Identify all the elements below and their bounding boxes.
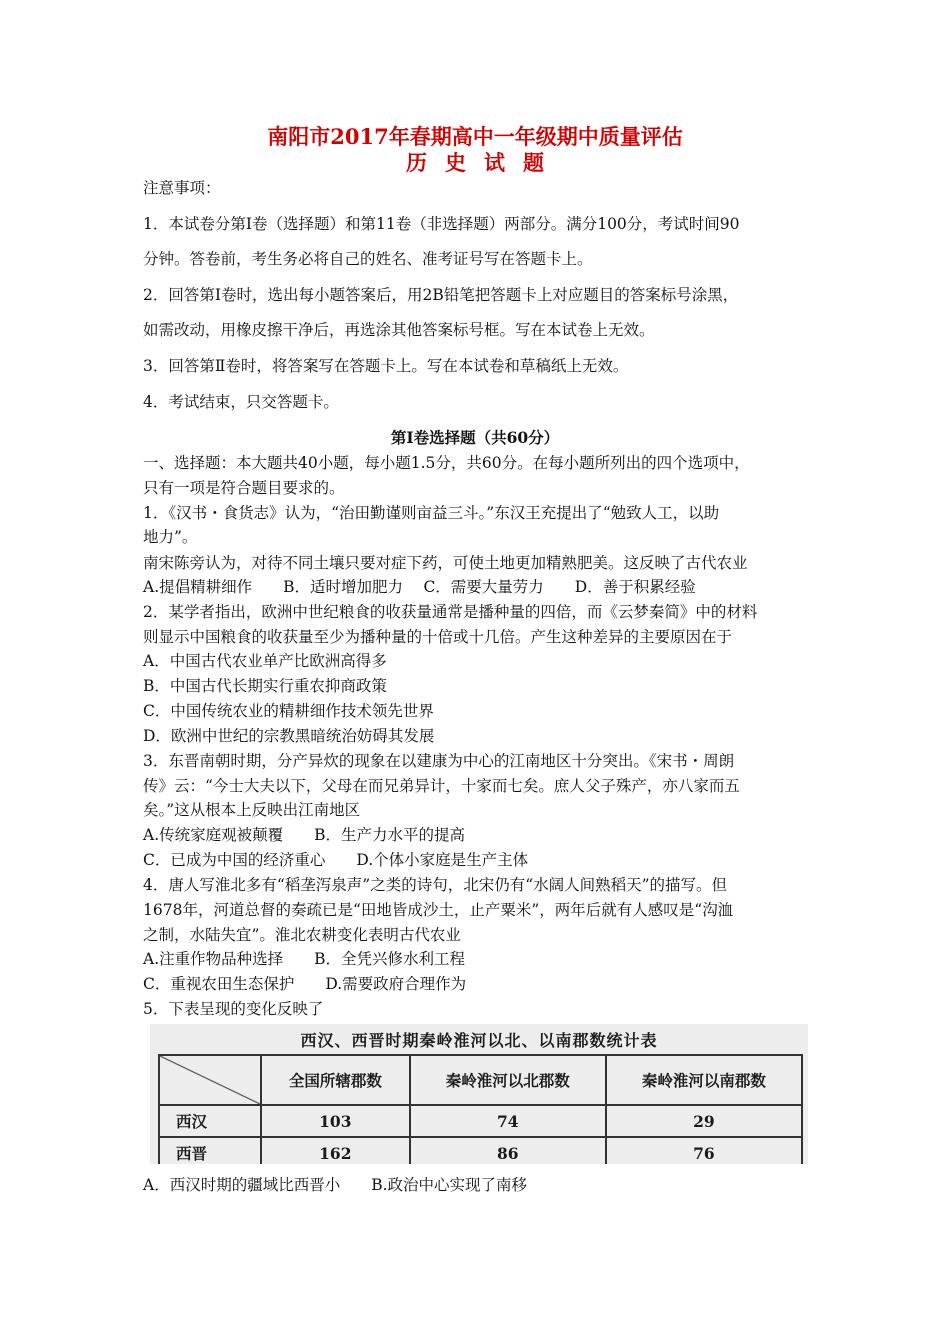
question-line: 矣。”这从根本上反映出江南地区 <box>143 801 361 819</box>
statistics-table-image <box>150 1024 808 1164</box>
notice-line: 分钟。答卷前，考生务必将自己的姓名、准考证号写在答题卡上。 <box>143 250 593 268</box>
table-cell: 103 <box>261 1105 410 1137</box>
notice-line: 1．本试卷分第Ⅰ卷（选择题）和第11卷（非选择题）两部分。满分100分，考试时间90 <box>143 215 740 233</box>
question-line: 2．某学者指出，欧洲中世纪粮食的收获量通常是播种量的四倍，而《云梦秦简》中的材料 <box>143 603 758 621</box>
question-line: A．西汉时期的疆域比西晋小 B.政治中心实现了南移 <box>143 1176 528 1194</box>
question-line: 地力”。 <box>143 528 198 546</box>
question-line: D．欧洲中世纪的宗教黑暗统治妨碍其发展 <box>143 727 435 745</box>
table-cell: 74 <box>410 1105 606 1137</box>
question-line: A.注重作物品种选择 B．全凭兴修水利工程 <box>143 950 466 968</box>
table-caption: 西汉、西晋时期秦岭淮河以北、以南郡数统计表 <box>300 1031 658 1050</box>
notice-heading: 注意事项： <box>143 179 221 197</box>
question-line: 之制，水陆失宜”。淮北农耕变化表明古代农业 <box>143 926 461 944</box>
section-title: 第Ⅰ卷选择题（共60分） <box>390 428 560 447</box>
exam-subtitle: 历史试题 <box>406 150 562 175</box>
question-line: 则显示中国粮食的收获量至少为播种量的十倍或十几倍。产生这种差异的主要原因在于 <box>143 628 733 646</box>
table-header-row <box>159 1055 802 1105</box>
table-cell: 29 <box>606 1105 802 1137</box>
table-cell: 86 <box>410 1137 606 1164</box>
table-row <box>159 1105 802 1137</box>
question-line: A．中国古代农业单产比欧洲高得多 <box>143 652 387 670</box>
table-row <box>159 1137 802 1164</box>
question-line: 3．东晋南朝时期，分产异炊的现象在以建康为中心的江南地区十分突出。《宋书・周朗 <box>143 752 735 770</box>
table-cell: 76 <box>606 1137 802 1164</box>
question-line: 1．《汉书・食货志》认为，“治田勤谨则亩益三斗。”东汉王充提出了“勉致人工，以助 <box>143 504 720 522</box>
notice-line: 2．回答第Ⅰ卷时，选出每小题答案后，用2B铅笔把答题卡上对应题目的答案标号涂黑， <box>143 286 739 304</box>
question-line: 一、选择题：本大题共40小题，每小题1.5分，共60分。在每小题所列出的四个选项中， <box>143 454 750 472</box>
question-line: A.传统家庭观被颠覆 B．生产力水平的提高 <box>143 826 466 844</box>
table-row-label: 西晋 <box>159 1137 261 1164</box>
table-header-cell: 全国所辖郡数 <box>261 1055 410 1105</box>
question-line: C．重视农田生态保护 D.需要政府合理作为 <box>143 975 467 993</box>
notice-line: 如需改动，用橡皮擦干净后，再选涂其他答案标号框。写在本试卷上无效。 <box>143 321 655 339</box>
question-line: B．中国古代长期实行重农抑商政策 <box>143 677 387 695</box>
statistics-table <box>158 1054 803 1164</box>
question-line: 传》云：“今士大夫以下，父母在而兄弟异计，十家而七矣。庶人父子殊产，亦八家而五 <box>143 777 740 795</box>
question-line: C．已成为中国的经济重心 D.个体小家庭是生产主体 <box>143 851 529 869</box>
question-line: 只有一项是符合题目要求的。 <box>143 479 345 497</box>
notice-line: 4．考试结束，只交答题卡。 <box>143 393 339 411</box>
question-line: 南宋陈旁认为，对待不同土壤只要对症下药，可使土地更加精熟肥美。这反映了古代农业 <box>143 554 748 572</box>
question-line: 1678年，河道总督的奏疏已是“田地皆成沙土，止产粟米”，两年后就有人感叹是“沟洫 <box>143 901 734 919</box>
table-header-cell: 秦岭淮河以北郡数 <box>410 1055 606 1105</box>
table-corner-cell <box>159 1055 261 1105</box>
table-row-label: 西汉 <box>159 1105 261 1137</box>
table-cell: 162 <box>261 1137 410 1164</box>
notice-line: 3．回答第Ⅱ卷时，将答案写在答题卡上。写在本试卷和草稿纸上无效。 <box>143 357 629 375</box>
table-header-cell: 秦岭淮河以南郡数 <box>606 1055 802 1105</box>
question-line: C．中国传统农业的精耕细作技术领先世界 <box>143 702 434 720</box>
exam-title: 南阳市2017年春期高中一年级期中质量评估 <box>267 124 683 149</box>
question-line: 5．下表呈现的变化反映了 <box>143 1000 324 1018</box>
question-line: A.提倡精耕细作 B．适时增加肥力 C．需要大量劳力 D．善于积累经验 <box>143 578 696 596</box>
question-line: 4．唐人写淮北多有“稻垄泻泉声”之类的诗句，北宋仍有“水阔人间熟稻天”的描写。但 <box>143 876 728 894</box>
